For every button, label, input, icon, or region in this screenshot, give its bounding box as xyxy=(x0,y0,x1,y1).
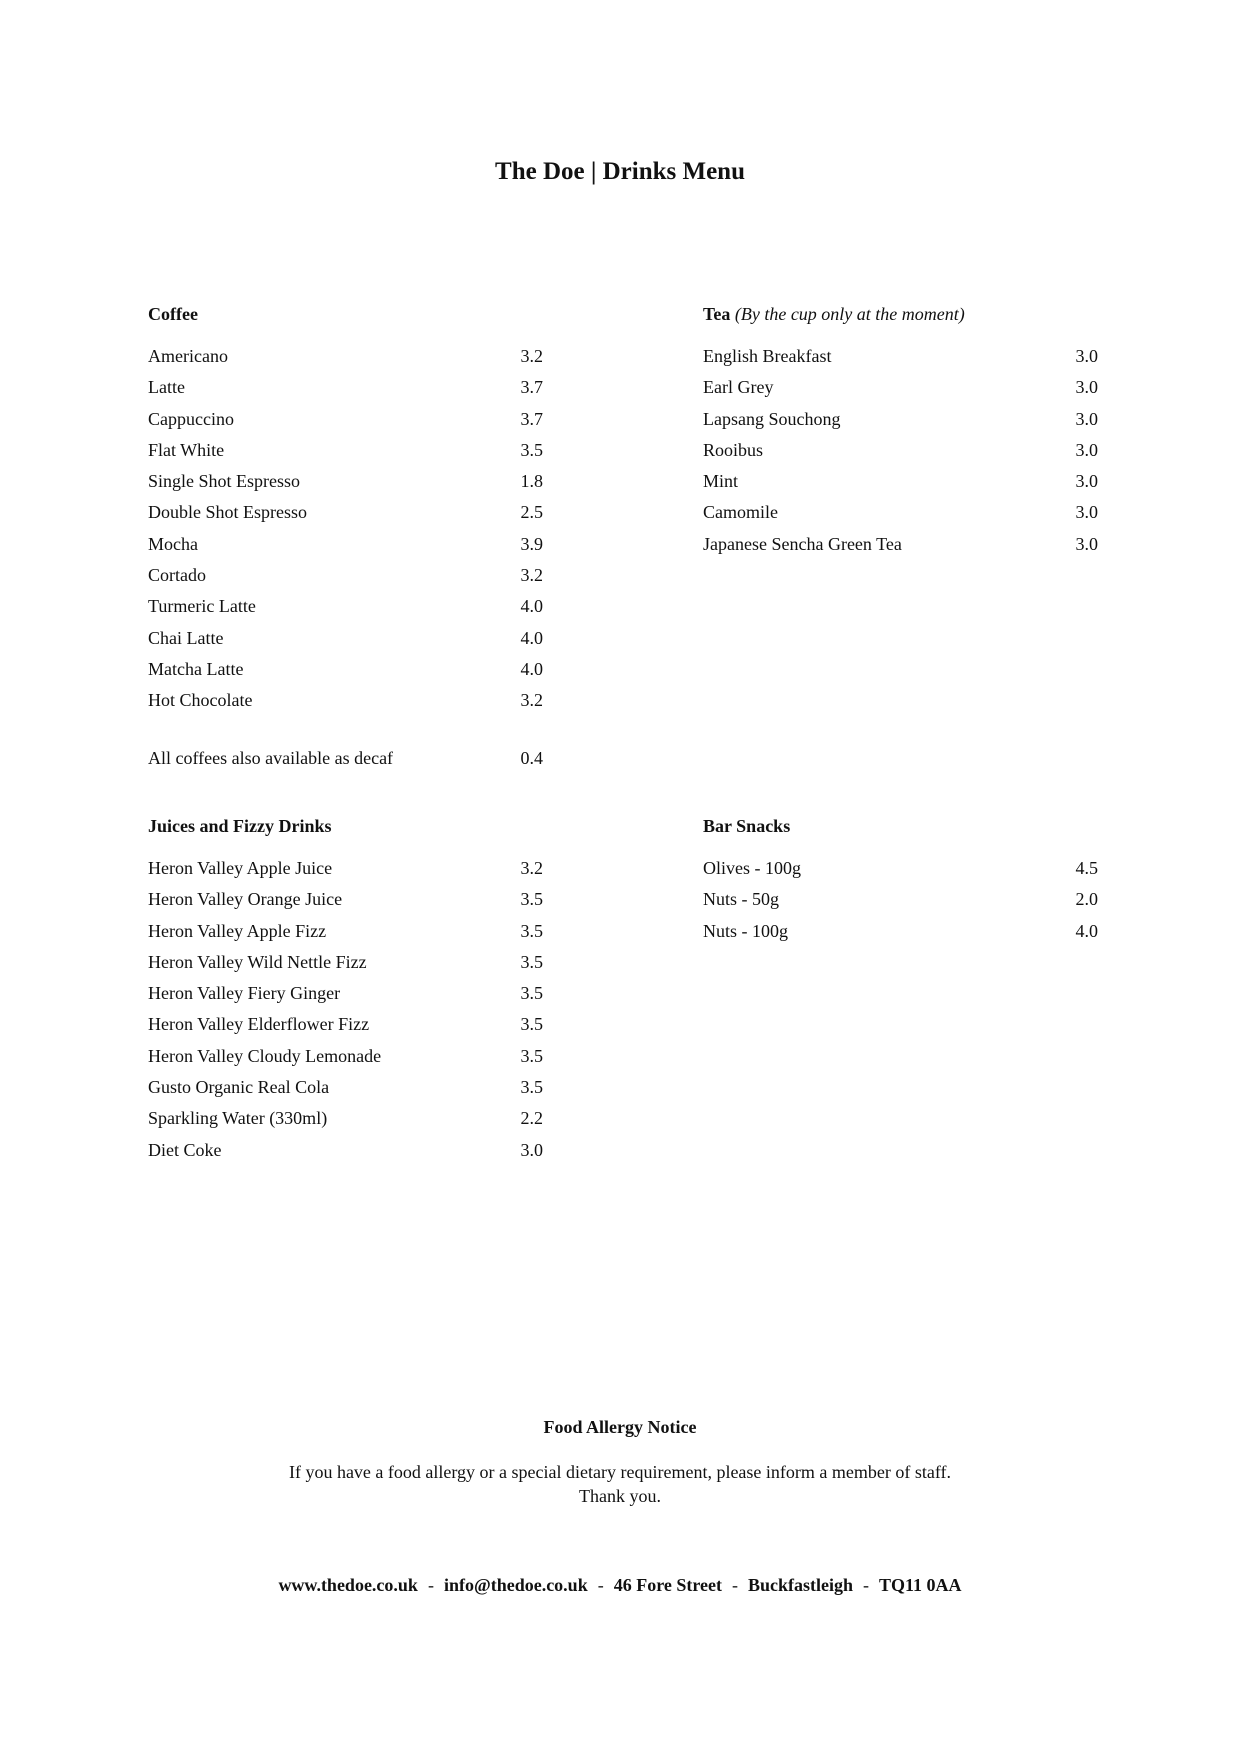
coffee-item xyxy=(148,560,543,591)
snacks-item-name: Nuts - 50g xyxy=(703,889,779,910)
juices-item-price: 3.0 xyxy=(520,1139,543,1160)
decaf-row xyxy=(148,743,543,774)
coffee-item-name: Chai Latte xyxy=(148,627,224,648)
tea-list xyxy=(703,341,1098,560)
juices-item xyxy=(148,947,543,978)
tea-item-price: 3.0 xyxy=(1075,471,1098,492)
allergy-heading: Food Allergy Notice xyxy=(543,1417,697,1437)
coffee-item xyxy=(148,623,543,654)
snacks-heading: Bar Snacks xyxy=(703,816,791,836)
snacks-list xyxy=(703,853,1098,947)
coffee-item-name: Americano xyxy=(148,346,228,366)
tea-item-price: 3.0 xyxy=(1075,408,1098,429)
juices-item-name: Heron Valley Cloudy Lemonade xyxy=(148,1045,382,1066)
coffee-section xyxy=(148,301,543,774)
tea-item-name: Rooibus xyxy=(703,439,764,460)
coffee-item-name: Flat White xyxy=(148,439,225,460)
juices-item-price: 3.5 xyxy=(520,920,543,941)
coffee-item-name: Cappuccino xyxy=(148,408,234,429)
tea-item-name: Japanese Sencha Green Tea xyxy=(703,533,902,554)
snacks-section xyxy=(703,813,1098,947)
juices-item xyxy=(148,1009,543,1040)
tea-item-name: English Breakfast xyxy=(703,346,832,366)
coffee-item xyxy=(148,435,543,466)
juices-item-price: 3.5 xyxy=(520,889,543,910)
tea-heading: Tea (By the cup only at the moment) xyxy=(703,304,965,324)
decaf-label: All coffees also available as decaf xyxy=(148,747,394,768)
juices-item-price: 3.5 xyxy=(520,951,543,972)
coffee-item-name: Hot Chocolate xyxy=(148,690,253,711)
coffee-item xyxy=(148,341,543,372)
footer-separator: - xyxy=(597,1575,604,1595)
coffee-item-name: Cortado xyxy=(148,565,206,586)
coffee-item xyxy=(148,466,543,497)
footer-separator: - xyxy=(427,1575,434,1595)
allergy-notice xyxy=(0,1460,1240,1508)
coffee-item-price: 3.5 xyxy=(520,439,543,460)
tea-item xyxy=(703,466,1098,497)
juices-item xyxy=(148,1072,543,1103)
juices-item-name: Diet Coke xyxy=(148,1139,222,1160)
tea-section xyxy=(703,301,1098,560)
tea-item xyxy=(703,372,1098,403)
snacks-item-name: Olives - 100g xyxy=(703,858,801,878)
juices-item-price: 3.2 xyxy=(520,858,543,878)
snacks-item xyxy=(703,853,1098,884)
allergy-line-2: Thank you. xyxy=(579,1486,661,1506)
tea-item xyxy=(703,529,1098,560)
snacks-item xyxy=(703,884,1098,915)
snacks-item-price: 2.0 xyxy=(1075,889,1098,910)
juices-item-name: Heron Valley Fiery Ginger xyxy=(148,983,341,1004)
coffee-list xyxy=(148,341,543,717)
page-title: The Doe | Drinks Menu xyxy=(495,158,745,185)
tea-item-name: Camomile xyxy=(703,502,778,523)
coffee-item xyxy=(148,685,543,716)
coffee-item-price: 3.9 xyxy=(520,533,543,554)
coffee-heading: Coffee xyxy=(148,304,198,324)
coffee-item-price: 4.0 xyxy=(520,627,543,648)
coffee-item-name: Double Shot Espresso xyxy=(148,502,307,523)
tea-item-price: 3.0 xyxy=(1075,377,1098,398)
juices-item-price: 3.5 xyxy=(520,983,543,1004)
coffee-item-name: Latte xyxy=(148,377,185,398)
juices-heading: Juices and Fizzy Drinks xyxy=(148,816,332,836)
allergy-line-1: If you have a food allergy or a special dietary requirement, please inform a member of staff. xyxy=(288,1462,952,1482)
footer-email[interactable]: info@thedoe.co.uk xyxy=(443,1575,588,1595)
coffee-item xyxy=(148,529,543,560)
juices-item-name: Heron Valley Apple Fizz xyxy=(148,920,327,941)
coffee-item-price: 3.7 xyxy=(520,377,543,398)
juices-item xyxy=(148,916,543,947)
coffee-item xyxy=(148,404,543,435)
coffee-item-price: 3.7 xyxy=(520,408,543,429)
coffee-item-price: 2.5 xyxy=(520,502,543,523)
juices-item xyxy=(148,1103,543,1134)
snacks-item-price: 4.5 xyxy=(1075,858,1098,878)
coffee-item-name: Matcha Latte xyxy=(148,658,244,679)
coffee-item-name: Turmeric Latte xyxy=(148,596,256,617)
footer-town: Buckfastleigh xyxy=(748,1575,854,1595)
coffee-item-price: 4.0 xyxy=(520,596,543,617)
snacks-item-name: Nuts - 100g xyxy=(703,920,788,941)
coffee-item-price: 4.0 xyxy=(520,658,543,679)
tea-item-price: 3.0 xyxy=(1075,346,1098,366)
coffee-item xyxy=(148,372,543,403)
coffee-item-name: Mocha xyxy=(148,533,198,554)
juices-item xyxy=(148,884,543,915)
footer-website[interactable]: www.thedoe.co.uk xyxy=(278,1575,418,1595)
footer-separator: - xyxy=(863,1575,870,1595)
footer-contact xyxy=(0,1575,1240,1596)
decaf-price: 0.4 xyxy=(520,747,543,768)
coffee-item-price: 1.8 xyxy=(520,471,543,492)
juices-item-price: 3.5 xyxy=(520,1077,543,1098)
tea-item xyxy=(703,404,1098,435)
juices-item-name: Heron Valley Orange Juice xyxy=(148,889,343,910)
coffee-item xyxy=(148,591,543,622)
juices-item-price: 3.5 xyxy=(520,1045,543,1066)
tea-item-price: 3.0 xyxy=(1075,533,1098,554)
tea-item xyxy=(703,497,1098,528)
juices-item-name: Gusto Organic Real Cola xyxy=(148,1077,330,1098)
juices-section xyxy=(148,813,543,1166)
juices-item xyxy=(148,978,543,1009)
snacks-item-price: 4.0 xyxy=(1075,920,1098,941)
juices-item-name: Heron Valley Wild Nettle Fizz xyxy=(148,951,367,972)
juices-item xyxy=(148,1135,543,1166)
juices-item xyxy=(148,853,543,884)
coffee-item-price: 3.2 xyxy=(520,346,543,366)
tea-item-name: Earl Grey xyxy=(703,377,774,398)
coffee-item-name: Single Shot Espresso xyxy=(148,471,301,492)
tea-item xyxy=(703,341,1098,372)
juices-item-name: Sparkling Water (330ml) xyxy=(148,1108,328,1129)
tea-item-name: Lapsang Souchong xyxy=(703,408,841,429)
footer-postcode: TQ11 0AA xyxy=(879,1575,962,1595)
coffee-item xyxy=(148,654,543,685)
juices-item xyxy=(148,1041,543,1072)
coffee-item-price: 3.2 xyxy=(520,565,543,586)
juices-item-name: Heron Valley Elderflower Fizz xyxy=(148,1014,370,1035)
tea-item-name: Mint xyxy=(703,471,739,492)
juices-list xyxy=(148,853,543,1166)
juices-item-price: 3.5 xyxy=(520,1014,543,1035)
juices-item-name: Heron Valley Apple Juice xyxy=(148,858,333,878)
coffee-item-price: 3.2 xyxy=(520,690,543,711)
tea-note: (By the cup only at the moment) xyxy=(734,304,965,324)
tea-item xyxy=(703,435,1098,466)
snacks-item xyxy=(703,916,1098,947)
juices-item-price: 2.2 xyxy=(520,1108,543,1129)
footer-address: 46 Fore Street xyxy=(613,1575,723,1595)
coffee-item xyxy=(148,497,543,528)
tea-item-price: 3.0 xyxy=(1075,502,1098,523)
tea-item-price: 3.0 xyxy=(1075,439,1098,460)
footer-separator: - xyxy=(732,1575,739,1595)
